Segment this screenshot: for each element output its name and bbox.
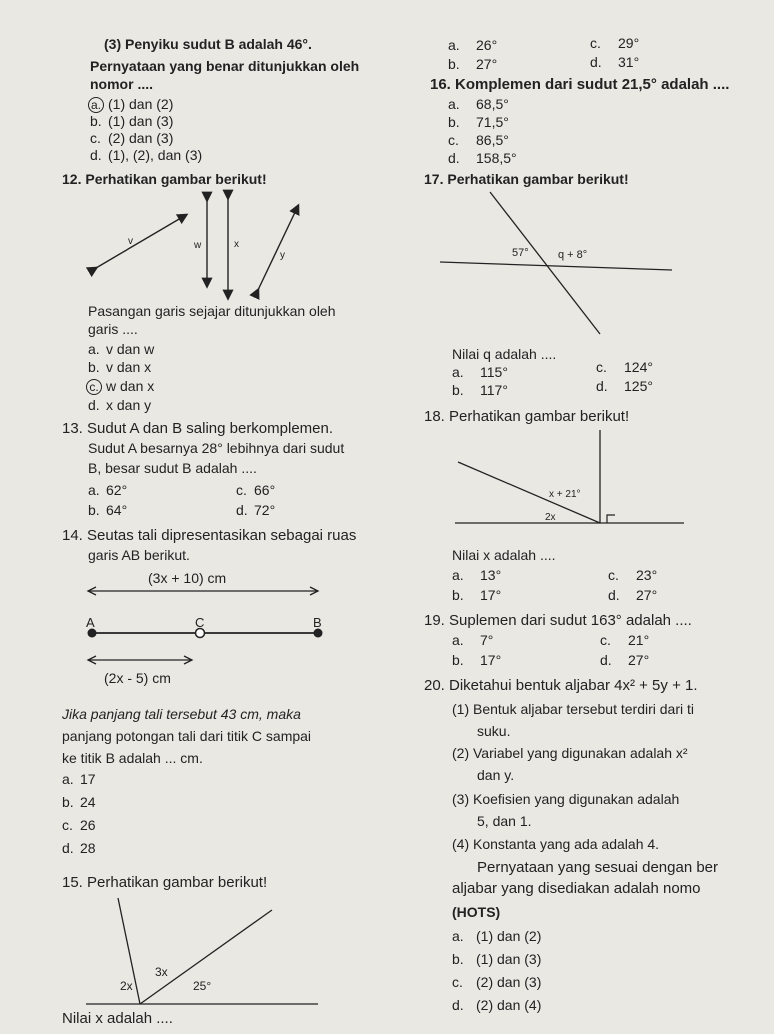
q16-option-d[interactable]: d. 158,5° (448, 150, 517, 166)
q17-option-b[interactable]: b. 117° (452, 382, 508, 398)
q18-option-a[interactable]: a. 13° (452, 567, 502, 583)
q19-option-a[interactable]: a. 7° (452, 632, 494, 648)
prev-option-d[interactable]: d. 31° (590, 54, 640, 70)
q19-option-d[interactable]: d. 27° (600, 652, 650, 668)
q13-option-a[interactable]: a. 62° (88, 482, 128, 498)
label-a: A (86, 615, 95, 630)
q17-option-c[interactable]: c. 124° (596, 359, 653, 375)
q20-question: 20. Diketahui bentuk aljabar 4x² + 5y + 1. (424, 677, 698, 694)
q14-line1: 14. Seutas tali dipresentasikan sebagai ruas (62, 527, 357, 544)
prev-option-a[interactable]: a. 26° (448, 37, 498, 53)
q14-option-c[interactable]: c. 26 (62, 817, 96, 833)
angle-label-2x: 2x (545, 512, 556, 523)
q11-option-b[interactable]: b. (1) dan (3) (90, 113, 174, 129)
q19-option-c[interactable]: c. 21° (600, 632, 650, 648)
angle-label-x21: x + 21° (549, 489, 581, 500)
angle-label-3x: 3x (155, 965, 168, 979)
q15-title: 15. Perhatikan gambar berikut! (62, 874, 268, 891)
q20-conclusion-1: Pernyataan yang sesuai dengan ber (477, 859, 719, 876)
q20-option-d[interactable]: d. (2) dan (4) (452, 997, 542, 1013)
q14-problem-line1: Jika panjang tali tersebut 43 cm, maka (62, 706, 301, 722)
label-v: v (128, 236, 133, 247)
q12-title: 12. Perhatikan gambar berikut! (62, 171, 267, 187)
q16-option-a[interactable]: a. 68,5° (448, 96, 509, 112)
q20-option-a[interactable]: a. (1) dan (2) (452, 928, 542, 944)
q11-statement-3: (3) Penyiku sudut B adalah 46°. (104, 36, 312, 52)
q16-question: 16. Komplemen dari sudut 21,5° adalah .... (430, 76, 730, 93)
q13-option-b[interactable]: b. 64° (88, 502, 128, 518)
q20-statement-1a: (1) Bentuk aljabar tersebut terdiri dari ti (452, 701, 694, 717)
q15-question: Nilai x adalah .... (62, 1010, 173, 1027)
label-x: x (234, 239, 239, 250)
angle-label-2x: 2x (120, 979, 133, 993)
q12-option-b[interactable]: b. v dan x (88, 359, 152, 375)
q13-line3: B, besar sudut B adalah .... (88, 460, 257, 476)
prev-option-b[interactable]: b. 27° (448, 56, 498, 72)
q13-line2: Sudut A besarnya 28° lebihnya dari sudut (88, 440, 345, 456)
q19-question: 19. Suplemen dari sudut 163° adalah .... (424, 612, 692, 629)
q13-line1: 13. Sudut A dan B saling berkomplemen. (62, 420, 334, 437)
q14-option-a[interactable]: a. 17 (62, 771, 96, 787)
q20-hots-tag: (HOTS) (452, 904, 501, 920)
q16-option-c[interactable]: c. 86,5° (448, 132, 509, 148)
q20-option-b[interactable]: b. (1) dan (3) (452, 951, 542, 967)
q16-option-b[interactable]: b. 71,5° (448, 114, 509, 130)
q17-option-d[interactable]: d. 125° (596, 378, 653, 394)
q14-line2: garis AB berikut. (88, 547, 190, 563)
answer-circle-mark: c. (86, 379, 102, 395)
q18-title: 18. Perhatikan gambar berikut! (424, 408, 630, 425)
q20-option-c[interactable]: c. (2) dan (3) (452, 974, 542, 990)
q14-top-length-label: (3x + 10) cm (148, 570, 227, 586)
q17-question: Nilai q adalah .... (452, 346, 557, 362)
q18-question: Nilai x adalah .... (452, 547, 556, 563)
q11-option-d[interactable]: d. (1), (2), dan (3) (90, 147, 203, 163)
q20-conclusion-2: aljabar yang disediakan adalah nomo (452, 880, 701, 897)
q20-statement-3a: (3) Koefisien yang digunakan adalah (452, 791, 680, 807)
q12-option-c[interactable]: c. w dan x (86, 378, 154, 395)
q20-statement-3b: 5, dan 1. (477, 813, 532, 829)
q14-option-b[interactable]: b. 24 (62, 794, 96, 810)
q18-option-c[interactable]: c. 23° (608, 567, 658, 583)
q11-option-a[interactable]: a. (1) dan (2) (88, 96, 173, 113)
q12-question-line1: Pasangan garis sejajar ditunjukkan oleh (88, 303, 336, 319)
label-b: B (313, 615, 322, 630)
angle-label-57: 57° (512, 247, 529, 259)
q14-option-d[interactable]: d. 28 (62, 840, 96, 856)
q12-option-d[interactable]: d. x dan y (88, 397, 152, 413)
q19-option-b[interactable]: b. 17° (452, 652, 502, 668)
q11-question-line1: Pernyataan yang benar ditunjukkan oleh (90, 58, 360, 74)
q11-question-line2: nomor .... (90, 76, 153, 92)
q14-problem-line2: panjang potongan tali dari titik C sampai (62, 728, 312, 744)
q18-option-b[interactable]: b. 17° (452, 587, 502, 603)
q17-title: 17. Perhatikan gambar berikut! (424, 171, 629, 187)
angle-label-25: 25° (193, 979, 212, 993)
label-y: y (280, 250, 285, 261)
q12-question-line2: garis .... (88, 321, 138, 337)
q20-statement-2b: dan y. (477, 767, 515, 783)
q20-statement-1b: suku. (477, 723, 511, 739)
q17-option-a[interactable]: a. 115° (452, 364, 508, 380)
prev-option-c[interactable]: c. 29° (590, 35, 640, 51)
right-angle-mark (607, 515, 615, 523)
answer-circle-mark: a. (88, 97, 104, 113)
q11-option-c[interactable]: c. (2) dan (3) (90, 130, 174, 146)
label-w: w (194, 240, 202, 251)
angle-label-q8: q + 8° (558, 249, 588, 261)
q13-option-d[interactable]: d. 72° (236, 502, 276, 518)
q20-statement-4: (4) Konstanta yang ada adalah 4. (452, 836, 660, 852)
label-c: C (195, 615, 205, 630)
q14-bottom-length-label: (2x - 5) cm (104, 670, 171, 686)
q13-option-c[interactable]: c. 66° (236, 482, 276, 498)
q20-statement-2a: (2) Variabel yang digunakan adalah x² (452, 745, 688, 761)
q18-option-d[interactable]: d. 27° (608, 587, 658, 603)
q14-problem-line3: ke titik B adalah ... cm. (62, 750, 203, 766)
q12-option-a[interactable]: a. v dan w (88, 341, 155, 357)
